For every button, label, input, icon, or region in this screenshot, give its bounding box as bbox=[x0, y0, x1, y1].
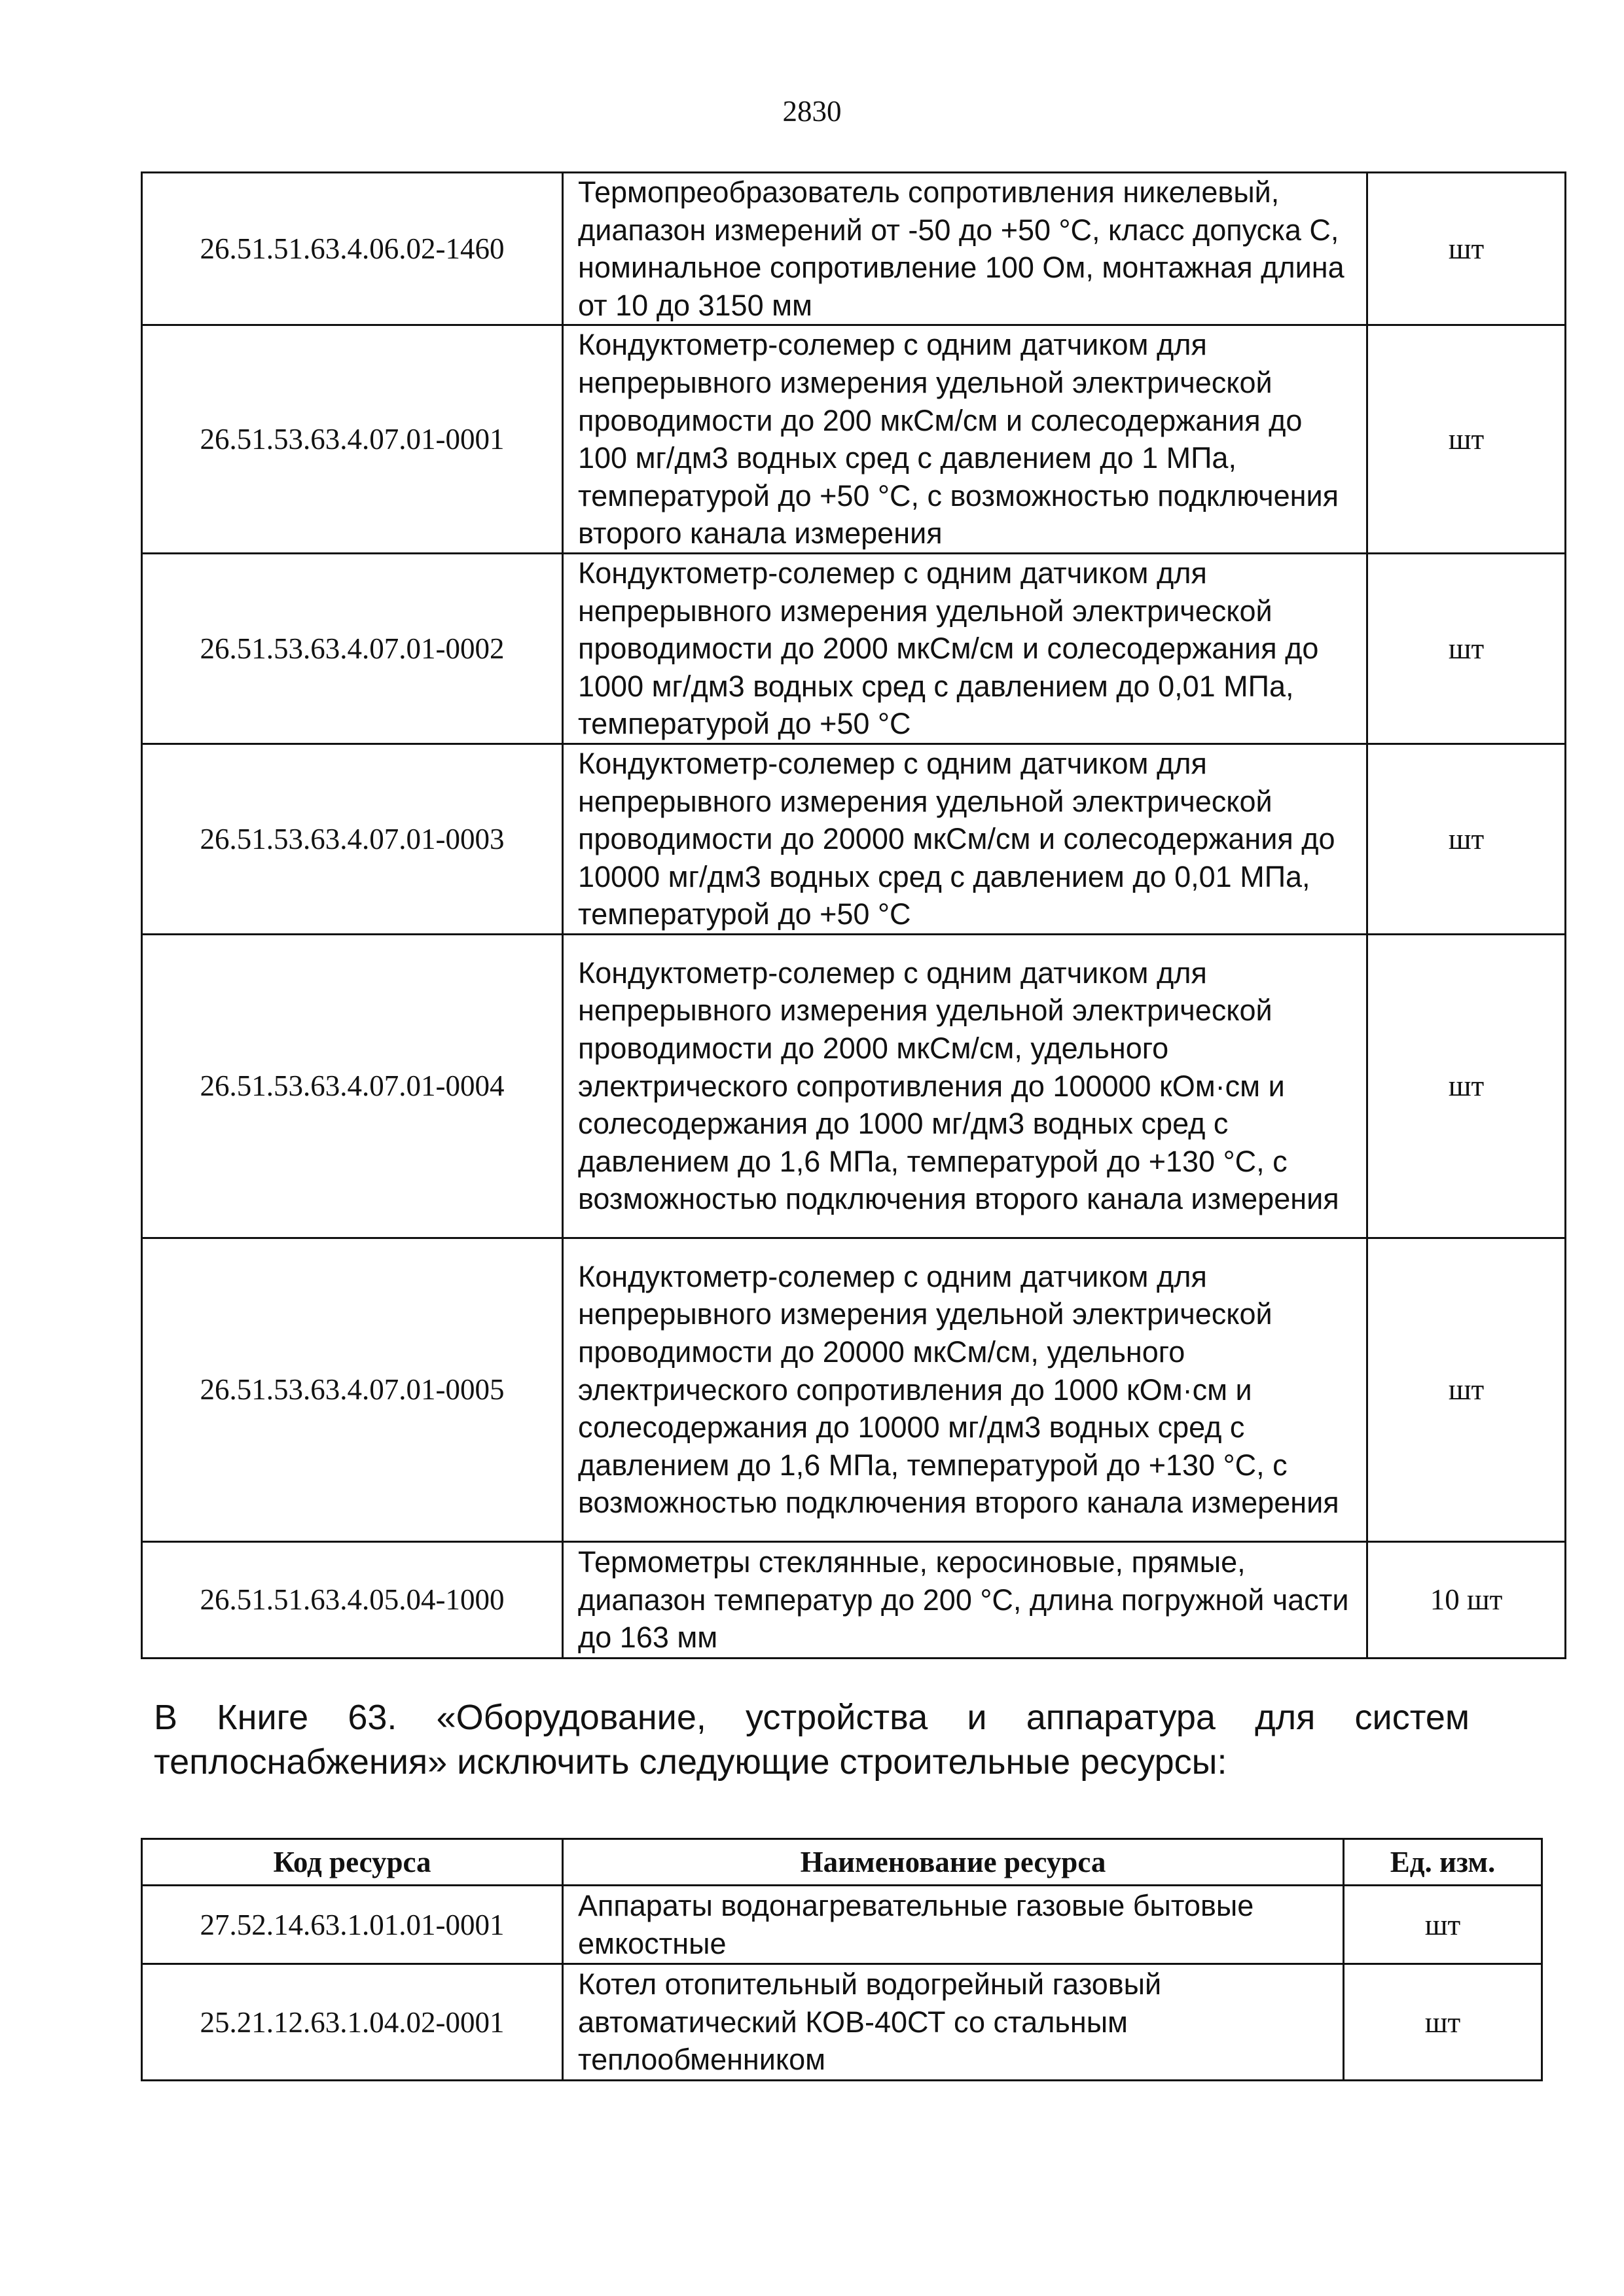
resource-name: Термопреобразователь сопротивления никелевый, диапазон измерений от -50 до +50 °С, класс допуска С, номинальное сопротивление 100 Ом, монтажная длина от 10 до 3150 мм bbox=[563, 173, 1367, 325]
resource-unit: шт bbox=[1367, 173, 1566, 325]
resource-unit: шт bbox=[1344, 1886, 1542, 1964]
resource-name: Кондуктометр-солемер с одним датчиком для непрерывного измерения удельной электрической проводимости до 200 мкСм/см и солесодержания до 100 мг/дм3 водных сред с давлением до 1 МПа, температурой до +50 °С, с возможностью подключения второго канала измерения bbox=[563, 325, 1367, 554]
resource-unit: шт bbox=[1367, 1238, 1566, 1541]
resource-name: Кондуктометр-солемер с одним датчиком для непрерывного измерения удельной электрической проводимости до 2000 мкСм/см, удельного электрического сопротивления до 100000 кОм·см и солесодержания до 1000 мг/дм3 водных сред с давлением до 1,6 МПа, температурой до +130 °С, с возможностью подключения второго канала измерения bbox=[563, 934, 1367, 1238]
resource-table-continued bbox=[141, 171, 1566, 1659]
resource-name: Кондуктометр-солемер с одним датчиком для непрерывного измерения удельной электрической проводимости до 20000 мкСм/см, удельного электрического сопротивления до 1000 кОм·см и солесодержания до 10000 мг/дм3 водных сред с давлением до 1,6 МПа, температурой до +130 °С, с возможностью подключения второго канала измерения bbox=[563, 1238, 1367, 1541]
page-number: 2830 bbox=[782, 95, 842, 128]
resource-code: 26.51.51.63.4.05.04-1000 bbox=[142, 1541, 563, 1658]
table-row bbox=[142, 934, 1566, 1238]
table-row bbox=[142, 1964, 1542, 2081]
resource-name: Термометры стеклянные, керосиновые, прямые, диапазон температур до 200 °С, длина погружной части до 163 мм bbox=[563, 1541, 1367, 1658]
resource-name: Аппараты водонагревательные газовые бытовые емкостные bbox=[563, 1886, 1344, 1964]
header-name: Наименование ресурса bbox=[563, 1839, 1344, 1886]
table-row bbox=[142, 325, 1566, 554]
resource-code: 26.51.53.63.4.07.01-0001 bbox=[142, 325, 563, 554]
header-code: Код ресурса bbox=[142, 1839, 563, 1886]
table-row bbox=[142, 1238, 1566, 1541]
resource-code: 26.51.51.63.4.06.02-1460 bbox=[142, 173, 563, 325]
instruction-paragraph bbox=[154, 1695, 1470, 1784]
table-row bbox=[142, 173, 1566, 325]
resource-unit: шт bbox=[1367, 744, 1566, 934]
paragraph-line: теплоснабжения» исключить следующие строительные ресурсы: bbox=[154, 1742, 1227, 1782]
resource-name: Кондуктометр-солемер с одним датчиком для непрерывного измерения удельной электрической проводимости до 20000 мкСм/см и солесодержания до 10000 мг/дм3 водных сред с давлением до 0,01 МПа, температурой до +50 °С bbox=[563, 744, 1367, 934]
resource-name: Котел отопительный водогрейный газовый автоматический КОВ-40СТ со стальным теплообменником bbox=[563, 1964, 1344, 2081]
resource-code: 25.21.12.63.1.04.02-0001 bbox=[142, 1964, 563, 2081]
table-row bbox=[142, 744, 1566, 934]
resource-unit: шт bbox=[1344, 1964, 1542, 2081]
table-row bbox=[142, 1541, 1566, 1658]
table-row bbox=[142, 1886, 1542, 1964]
resource-code: 26.51.53.63.4.07.01-0004 bbox=[142, 934, 563, 1238]
resource-code: 26.51.53.63.4.07.01-0002 bbox=[142, 553, 563, 744]
resource-code: 27.52.14.63.1.01.01-0001 bbox=[142, 1886, 563, 1964]
resource-unit: шт bbox=[1367, 934, 1566, 1238]
excluded-resources-table bbox=[141, 1838, 1543, 2081]
resource-unit: 10 шт bbox=[1367, 1541, 1566, 1658]
resource-code: 26.51.53.63.4.07.01-0005 bbox=[142, 1238, 563, 1541]
resource-unit: шт bbox=[1367, 553, 1566, 744]
table-header-row bbox=[142, 1839, 1542, 1886]
header-unit: Ед. изм. bbox=[1344, 1839, 1542, 1886]
resource-code: 26.51.53.63.4.07.01-0003 bbox=[142, 744, 563, 934]
resource-name: Кондуктометр-солемер с одним датчиком для непрерывного измерения удельной электрической проводимости до 2000 мкСм/см и солесодержания до 1000 мг/дм3 водных сред с давлением до 0,01 МПа, температурой до +50 °С bbox=[563, 553, 1367, 744]
resource-unit: шт bbox=[1367, 325, 1566, 554]
paragraph-line: В Книге 63. «Оборудование, устройства и аппаратура для систем bbox=[154, 1698, 1470, 1737]
table-row bbox=[142, 553, 1566, 744]
